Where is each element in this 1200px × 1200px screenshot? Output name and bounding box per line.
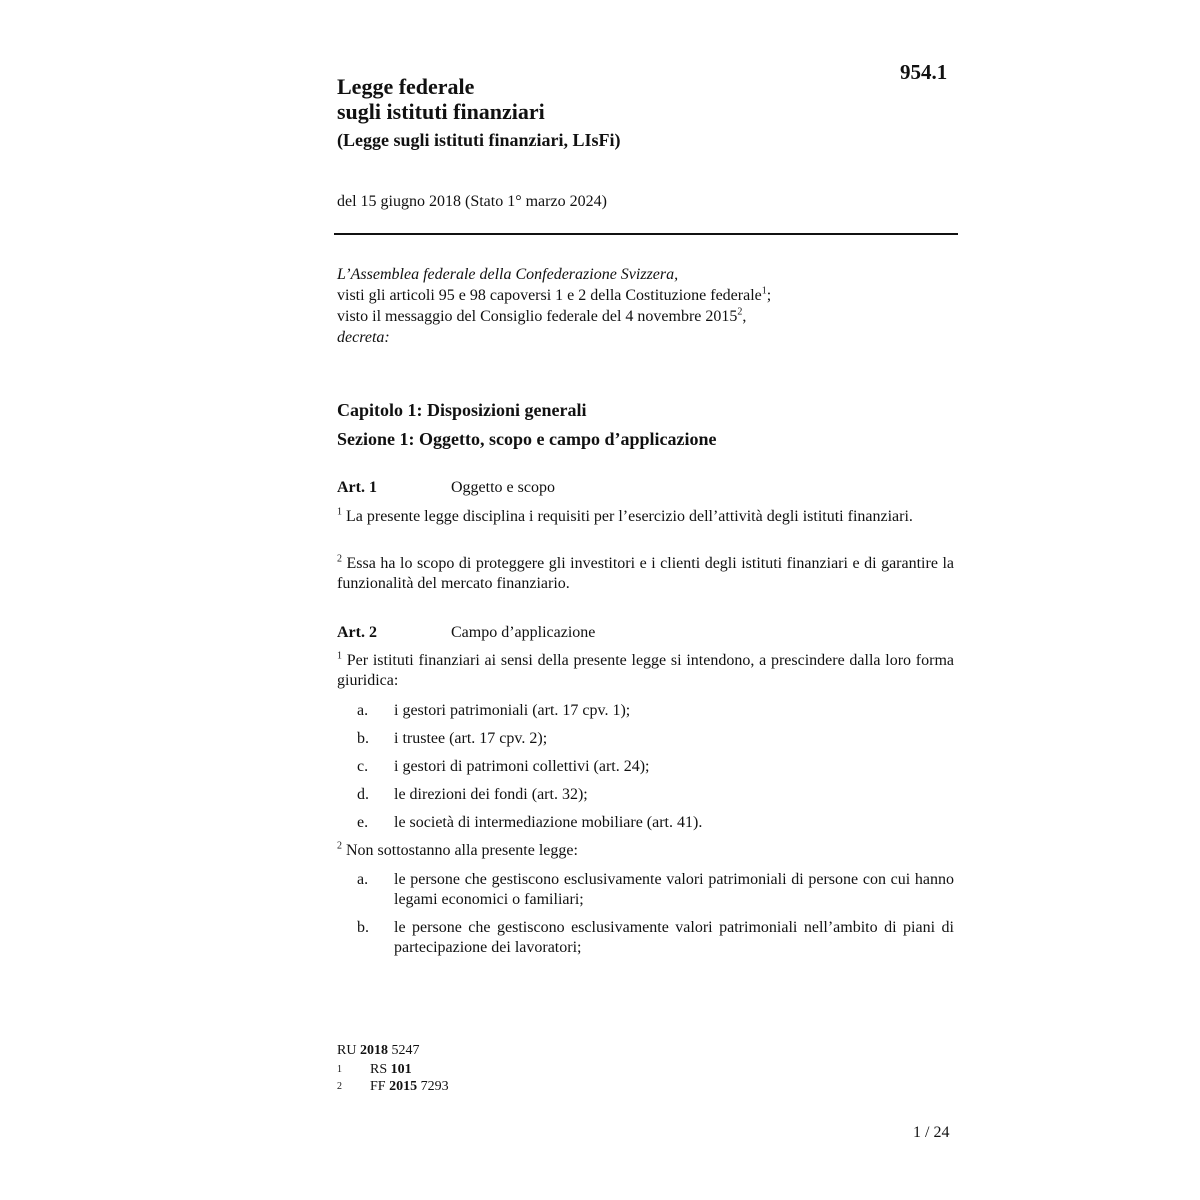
footnote-suffix: 7293 bbox=[420, 1079, 449, 1094]
footnote-2 bbox=[337, 1079, 449, 1095]
article-2-paragraph-2 bbox=[337, 841, 954, 861]
list-item-text: le società di intermediazione mobiliare (art. 41). bbox=[394, 814, 703, 831]
list-item-label: a. bbox=[357, 702, 369, 719]
paragraph-number: 2 bbox=[337, 553, 342, 565]
preamble-decree: decreta: bbox=[337, 329, 390, 346]
list-item-label: e. bbox=[357, 814, 369, 831]
preamble bbox=[337, 264, 957, 348]
article-1-paragraph-2 bbox=[337, 554, 954, 594]
chapter-heading: Capitolo 1: Disposizioni generali bbox=[337, 400, 587, 420]
preamble-line2-text: visto il messaggio del Consiglio federale del 4 novembre 2015 bbox=[337, 308, 738, 325]
paragraph-text: Per istituti finanziari ai sensi della presente legge si intendono, a prescindere dalla loro forma giuridica: bbox=[337, 652, 955, 689]
list-item-label: c. bbox=[357, 758, 369, 775]
sr-number: 954.1 bbox=[900, 60, 948, 84]
source-year: 2018 bbox=[359, 1043, 388, 1058]
footnote-number: 2 bbox=[337, 1081, 342, 1092]
law-short-title: (Legge sugli istituti finanziari, LIsFi) bbox=[337, 130, 621, 150]
paragraph-text: Non sottostanno alla presente legge: bbox=[346, 842, 578, 859]
footnote-1 bbox=[337, 1062, 412, 1078]
footnote-number: 1 bbox=[337, 1064, 342, 1075]
list-item-text: le direzioni dei fondi (art. 32); bbox=[394, 786, 588, 803]
section-heading: Sezione 1: Oggetto, scopo e campo d’applicazione bbox=[337, 429, 717, 449]
article-1-number: Art. 1 bbox=[337, 479, 377, 496]
header-divider bbox=[334, 233, 958, 235]
footnote-ref-1[interactable]: 1 bbox=[761, 285, 767, 297]
list-item bbox=[357, 785, 954, 805]
article-2-title: Campo d’applicazione bbox=[451, 624, 596, 641]
preamble-line1 bbox=[337, 285, 957, 306]
list-item bbox=[357, 757, 954, 777]
list-item bbox=[357, 813, 954, 833]
list-item bbox=[357, 701, 954, 721]
paragraph-text: La presente legge disciplina i requisiti per l’esercizio dell’attività degli istituti finanziari. bbox=[346, 508, 913, 525]
article-2-paragraph-1 bbox=[337, 651, 954, 691]
article-2-number: Art. 2 bbox=[337, 624, 377, 641]
preamble-line2-end: , bbox=[742, 308, 747, 325]
article-1-title: Oggetto e scopo bbox=[451, 479, 555, 496]
official-compilation-source bbox=[337, 1043, 419, 1059]
list-item-text: le persone che gestiscono esclusivamente valori patrimoniali nell’ambito di piani di partecipazione dei lavoratori; bbox=[394, 919, 954, 956]
preamble-line1-end: ; bbox=[766, 287, 772, 304]
list-item-text: i gestori di patrimoni collettivi (art. 24); bbox=[394, 758, 650, 775]
article-2-heading bbox=[337, 624, 595, 642]
footnote-ref-2[interactable]: 2 bbox=[737, 306, 743, 318]
law-title bbox=[337, 74, 545, 124]
law-date: del 15 giugno 2018 (Stato 1° marzo 2024) bbox=[337, 193, 607, 210]
list-item-label: b. bbox=[357, 919, 369, 936]
footnote-prefix: RS bbox=[370, 1062, 388, 1077]
list-item bbox=[357, 870, 954, 910]
law-title-line2: sugli istituti finanziari bbox=[337, 99, 545, 124]
footnote-prefix: FF bbox=[370, 1079, 386, 1094]
list-item-label: b. bbox=[357, 730, 369, 747]
footnote-bold: 101 bbox=[390, 1062, 412, 1077]
list-item-label: a. bbox=[357, 871, 369, 888]
page-number: 1 / 24 bbox=[913, 1124, 950, 1141]
preamble-assembly: L’Assemblea federale della Confederazione Svizzera, bbox=[337, 266, 679, 283]
article-1-heading bbox=[337, 479, 555, 497]
list-item-label: d. bbox=[357, 786, 369, 803]
paragraph-number: 1 bbox=[337, 650, 342, 662]
source-page: 5247 bbox=[391, 1043, 420, 1058]
list-item-text: i trustee (art. 17 cpv. 2); bbox=[394, 730, 548, 747]
preamble-line1-text: visti gli articoli 95 e 98 capoversi 1 e 2 della Costituzione federale bbox=[337, 287, 762, 304]
article-1-paragraph-1 bbox=[337, 507, 954, 527]
law-title-line1: Legge federale bbox=[337, 74, 475, 99]
list-item-text: le persone che gestiscono esclusivamente valori patrimoniali di persone con cui hanno legami economici o familiari; bbox=[394, 871, 954, 908]
paragraph-text: Essa ha lo scopo di proteggere gli investitori e i clienti degli istituti finanziari e di garantire la funzionalità del mercato finanziario. bbox=[337, 555, 954, 592]
list-item bbox=[357, 729, 954, 749]
paragraph-number: 1 bbox=[337, 506, 342, 518]
paragraph-number: 2 bbox=[337, 840, 342, 852]
preamble-line2 bbox=[337, 306, 957, 327]
footnote-bold: 2015 bbox=[389, 1079, 418, 1094]
source-prefix: RU bbox=[337, 1043, 357, 1058]
list-item-text: i gestori patrimoniali (art. 17 cpv. 1); bbox=[394, 702, 631, 719]
list-item bbox=[357, 918, 954, 958]
